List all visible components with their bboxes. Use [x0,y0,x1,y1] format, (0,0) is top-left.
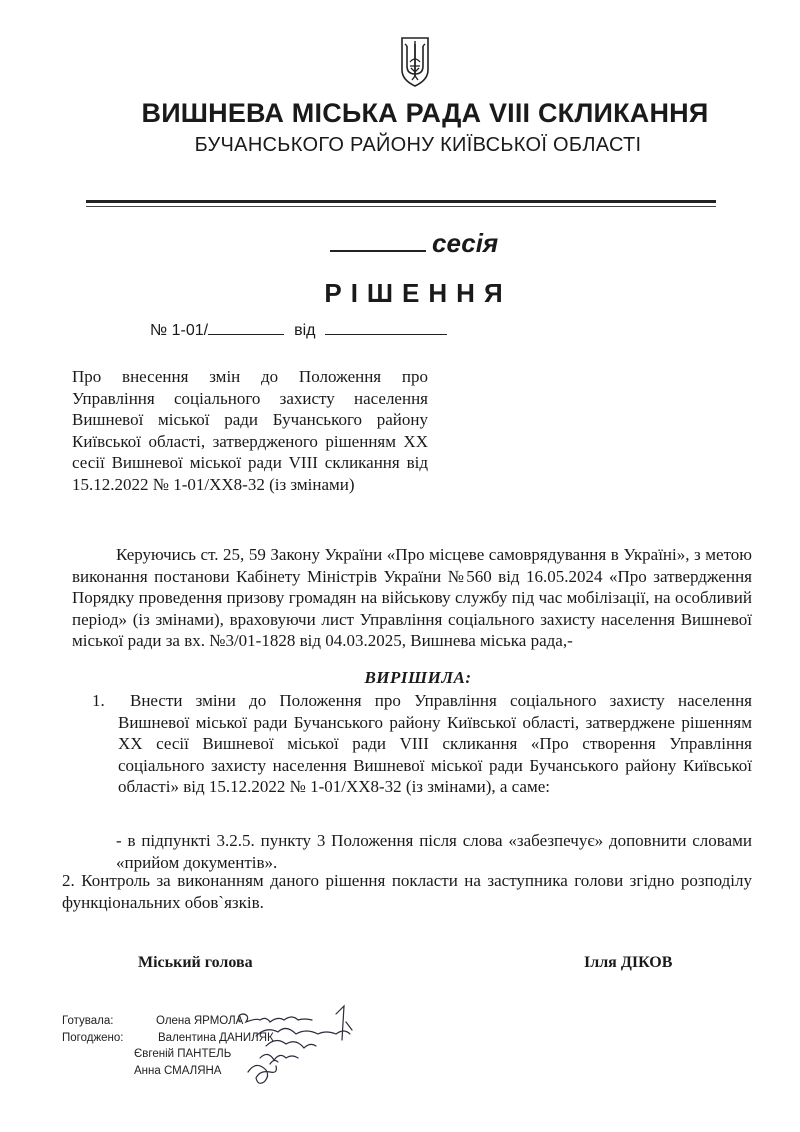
resolution-item-2: 2. Контроль за виконанням даного рішення покласти на заступника голови згідно розподілу функціональних обов`язків. [62,871,752,912]
number-blank [208,320,284,335]
decision-number-line [150,320,447,340]
trident-emblem-icon [398,36,432,88]
handwritten-signatures [226,1000,376,1100]
signatory-title: Міський голова [138,954,253,971]
agreed-name: Анна СМАЛЯНА [134,1064,222,1077]
resolution-subitem: - в підпункті 3.2.5. пункту 3 Положення після слова «забезпечує» доповнити словами «прийом документів». [116,831,752,872]
council-name: ВИШНЕВА МІСЬКА РАДА VIII СКЛИКАННЯ [141,98,709,128]
agreed-name: Євгеній ПАНТЕЛЬ [134,1048,232,1060]
agreed-name: Валентина ДАНИЛЯК [158,1031,274,1044]
preamble-paragraph: Керуючись ст. 25, 59 Закону України «Про місцеве самоврядування в Україні», з метою виконання постанови Кабінету Міністрів України №560 від 16.05.2024 «Про затвердження Порядку проведення призову громадян на військову службу під час мобілізації, на особливий період» (із змінами), враховуючи лист Управління соціального захисту населення Вишневої міської ради за вх. №3/01-1828 від 04.03.2025, Вишнева міська рада,- [72,545,752,651]
decision-subject: Про внесення змін до Положення про Управління соціального захисту населення Вишневої міської ради Бучанського району Київської області, затвердженого рішенням ХХ сесії Вишневої міської ради VIII скликання від 15.12.2022 № 1-01/ХХ8-32 (із змінами) [72,367,428,494]
council-district: БУЧАНСЬКОГО РАЙОНУ КИЇВСЬКОЇ ОБЛАСТІ [194,134,642,156]
number-prefix: № 1-01/ [150,322,209,339]
prepared-label: Готувала: [62,1015,114,1027]
header-divider-thick [86,200,716,203]
decision-title: РІШЕННЯ [324,278,512,308]
header-divider-thin [86,206,716,207]
session-line [330,228,498,259]
signatory-name: Ілля ДІКОВ [584,954,673,971]
prepared-name: Олена ЯРМОЛА [156,1015,244,1027]
agreed-label: Погоджено: [62,1031,124,1044]
session-label: сесія [432,228,499,258]
item-1-number: 1. [92,691,105,710]
resolved-heading: ВИРІШИЛА: [364,668,472,687]
session-number-blank [330,228,426,252]
item-1-text: Внести зміни до Положення про Управління соціального захисту населення Вишневої міської ради Бучанського району Київської області, затверджене рішенням ХХ сесії Вишневої міської ради VIII скликання «Про створення Управління соціального захисту населення Вишневої міської ради Бучанського району Київської області» від 15.12.2022 № 1-01/ХХ8-32 (із змінами), а саме: [118,691,752,797]
date-blank [325,320,447,335]
date-prefix: від [294,322,316,339]
